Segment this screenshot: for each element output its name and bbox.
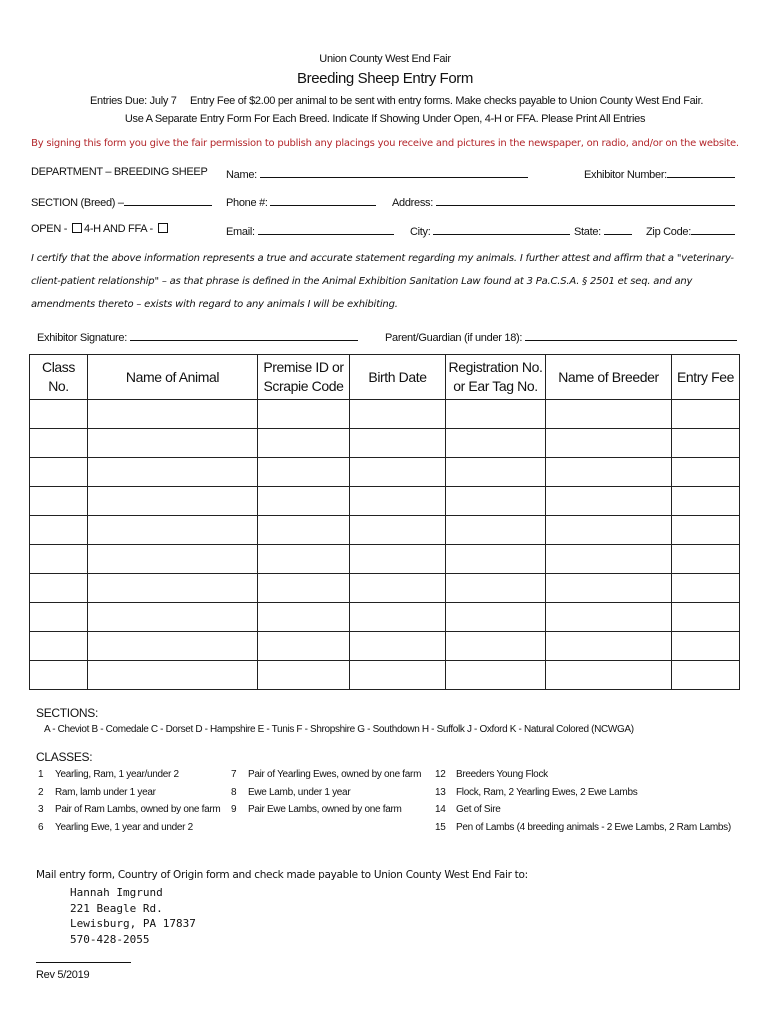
entry-cell[interactable]	[546, 429, 672, 458]
class-item	[231, 766, 421, 784]
class-description: Pair of Ram Lambs, owned by one farm	[55, 804, 221, 815]
fair-name: Union County West End Fair	[319, 53, 451, 65]
entry-cell[interactable]	[672, 429, 740, 458]
class-description: Flock, Ram, 2 Yearling Ewes, 2 Ewe Lambs	[456, 786, 638, 798]
address-line: Lewisburg, PA 17837	[70, 917, 196, 930]
table-row	[30, 487, 740, 516]
table-header-row	[30, 355, 740, 400]
entry-cell[interactable]	[350, 400, 446, 429]
open-checkbox-box[interactable]	[72, 223, 82, 233]
revision: Rev 5/2019	[36, 969, 90, 981]
class-description: Ram, lamb under 1 year	[55, 786, 156, 798]
entry-cell[interactable]	[88, 545, 258, 574]
entry-cell[interactable]	[350, 516, 446, 545]
entry-cell[interactable]	[258, 400, 350, 429]
class-number: 1	[38, 769, 44, 780]
entry-cell[interactable]	[672, 574, 740, 603]
entry-cell[interactable]	[88, 632, 258, 661]
entries-due: Entries Due: July 7	[90, 95, 177, 107]
col-birth-date: Birth Date	[350, 355, 446, 400]
class-item	[231, 801, 421, 819]
entry-cell[interactable]	[258, 516, 350, 545]
class-number: 14	[435, 804, 446, 815]
entry-cell[interactable]	[350, 603, 446, 632]
class-description: Pair of Yearling Ewes, owned by one farm	[248, 769, 422, 780]
address-line: 570-428-2055	[70, 932, 150, 946]
email-field[interactable]: Email:	[226, 223, 394, 238]
class-description: Get of Sire	[456, 804, 501, 815]
class-number: 2	[38, 786, 44, 798]
entry-cell[interactable]	[546, 603, 672, 632]
entry-cell[interactable]	[30, 429, 88, 458]
phone-field[interactable]: Phone #:	[226, 194, 376, 209]
exhibitor-signature-field[interactable]: Exhibitor Signature:	[37, 329, 358, 344]
entry-fee-note: Entry Fee of $2.00 per animal to be sent with entry forms. Make checks payable to Union County West End Fair.	[190, 95, 704, 107]
fourh-ffa-checkbox-box[interactable]	[158, 223, 168, 233]
entry-cell[interactable]	[350, 661, 446, 690]
entry-cell[interactable]	[546, 661, 672, 690]
entry-cell[interactable]	[672, 400, 740, 429]
entry-cell[interactable]	[672, 516, 740, 545]
class-description: Breeders Young Flock	[456, 769, 548, 780]
zip-field[interactable]: Zip Code:	[646, 223, 735, 238]
table-row	[30, 545, 740, 574]
class-description: Pair Ewe Lambs, owned by one farm	[248, 804, 402, 815]
table-row	[30, 603, 740, 632]
entry-cell[interactable]	[546, 516, 672, 545]
form-title: Breeding Sheep Entry Form	[297, 70, 473, 87]
entry-cell[interactable]	[350, 429, 446, 458]
table-row	[30, 516, 740, 545]
entry-cell[interactable]	[672, 603, 740, 632]
entry-cell[interactable]	[350, 487, 446, 516]
class-description: Pen of Lambs (4 breeding animals - 2 Ewe Lambs, 2 Ram Lambs)	[456, 821, 731, 833]
entry-cell[interactable]	[258, 545, 350, 574]
class-item	[435, 766, 731, 784]
entry-cell[interactable]	[546, 574, 672, 603]
table-row	[30, 429, 740, 458]
entry-cell[interactable]	[30, 458, 88, 487]
entry-cell[interactable]	[30, 516, 88, 545]
parent-signature-field[interactable]: Parent/Guardian (if under 18):	[385, 329, 737, 344]
entry-cell[interactable]	[446, 603, 546, 632]
entry-cell[interactable]	[446, 400, 546, 429]
class-item	[435, 819, 731, 837]
entry-cell[interactable]	[546, 632, 672, 661]
entry-cell[interactable]	[30, 603, 88, 632]
entry-cell[interactable]	[30, 574, 88, 603]
classes-column-1	[38, 766, 220, 836]
entry-cell[interactable]	[672, 487, 740, 516]
entry-cell[interactable]	[446, 661, 546, 690]
name-field[interactable]: Name:	[226, 166, 528, 181]
entry-cell[interactable]	[258, 574, 350, 603]
class-number: 15	[435, 821, 446, 833]
entry-cell[interactable]	[258, 458, 350, 487]
class-description: Yearling, Ram, 1 year/under 2	[55, 769, 179, 780]
class-item	[38, 801, 220, 819]
col-class-no: Class No.	[30, 355, 88, 400]
class-number: 12	[435, 769, 446, 780]
department-label: DEPARTMENT – BREEDING SHEEP	[31, 166, 208, 178]
entry-cell[interactable]	[672, 632, 740, 661]
class-item	[38, 766, 220, 784]
entry-cell[interactable]	[446, 574, 546, 603]
entry-cell[interactable]	[546, 487, 672, 516]
sections-list: A - Cheviot B - Comedale C - Dorset D - Hampshire E - Tunis F - Shropshire G - Southdown H - Suffolk J - Oxford K - Natural Colored (NCWGA)	[44, 724, 634, 735]
entry-cell[interactable]	[672, 458, 740, 487]
exhibitor-number-field[interactable]: Exhibitor Number:	[584, 166, 735, 181]
permission-notice: By signing this form you give the fair permission to publish any placings you receive and pictures in the newspaper, on radio, and/or on the website.	[31, 138, 739, 149]
classes-heading: CLASSES:	[36, 750, 93, 764]
table-row	[30, 458, 740, 487]
entry-cell[interactable]	[546, 458, 672, 487]
entry-cell[interactable]	[446, 632, 546, 661]
class-number: 8	[231, 786, 237, 798]
mailing-address	[70, 885, 196, 947]
class-number: 7	[231, 769, 237, 780]
entry-cell[interactable]	[88, 400, 258, 429]
class-item	[231, 784, 421, 802]
entry-cell[interactable]	[88, 574, 258, 603]
classes-column-3	[435, 766, 731, 836]
footer-divider	[36, 962, 131, 963]
entry-cell[interactable]	[30, 400, 88, 429]
entry-cell[interactable]	[350, 574, 446, 603]
col-breeder-name: Name of Breeder	[546, 355, 672, 400]
class-item	[435, 784, 731, 802]
address-line: 221 Beagle Rd.	[70, 901, 163, 915]
entry-cell[interactable]	[446, 516, 546, 545]
open-checkbox[interactable]: OPEN -	[31, 223, 84, 235]
col-entry-fee: Entry Fee	[672, 355, 740, 400]
city-field[interactable]: City:	[410, 223, 570, 238]
table-row	[30, 574, 740, 603]
col-animal-name: Name of Animal	[88, 355, 258, 400]
entry-cell[interactable]	[446, 487, 546, 516]
class-number: 9	[231, 804, 237, 815]
entry-cell[interactable]	[350, 545, 446, 574]
entry-cell[interactable]	[350, 632, 446, 661]
class-item	[38, 819, 220, 837]
entry-cell[interactable]	[258, 661, 350, 690]
address-field[interactable]: Address:	[392, 194, 735, 209]
entry-cell[interactable]	[30, 632, 88, 661]
class-number: 3	[38, 804, 44, 815]
col-registration-no: Registration No. or Ear Tag No.	[446, 355, 546, 400]
entry-table	[29, 354, 740, 690]
entry-cell[interactable]	[672, 661, 740, 690]
mailing-instruction: Mail entry form, Country of Origin form and check made payable to Union County West End Fair to:	[36, 869, 528, 881]
class-description: Yearling Ewe, 1 year and under 2	[55, 821, 193, 833]
table-row	[30, 632, 740, 661]
sections-heading: SECTIONS:	[36, 706, 98, 720]
instructions: Use A Separate Entry Form For Each Breed. Indicate If Showing Under Open, 4-H or FFA. Please Print All Entries	[124, 113, 646, 125]
class-number: 13	[435, 786, 446, 798]
entry-cell[interactable]	[546, 400, 672, 429]
fourh-ffa-checkbox[interactable]: 4-H AND FFA -	[84, 223, 170, 235]
entry-cell[interactable]	[446, 458, 546, 487]
entry-cell[interactable]	[88, 458, 258, 487]
entry-cell[interactable]	[88, 603, 258, 632]
classes-column-2	[231, 766, 421, 819]
class-item	[38, 784, 220, 802]
entry-cell[interactable]	[672, 545, 740, 574]
entry-cell[interactable]	[30, 661, 88, 690]
class-item	[435, 801, 731, 819]
entry-cell[interactable]	[446, 545, 546, 574]
table-row	[30, 400, 740, 429]
class-number: 6	[38, 821, 44, 833]
address-line: Hannah Imgrund	[70, 886, 163, 899]
entry-cell[interactable]	[88, 487, 258, 516]
table-row	[30, 661, 740, 690]
entry-cell[interactable]	[30, 545, 88, 574]
entry-cell[interactable]	[88, 429, 258, 458]
entry-cell[interactable]	[30, 487, 88, 516]
entry-cell[interactable]	[350, 458, 446, 487]
entry-cell[interactable]	[546, 545, 672, 574]
certification-statement: I certify that the above information represents a true and accurate statement regarding my animals. I further attest and affirm that a "veterinary-client-patient relationship" – as that phrase is defined in the Animal Exhibition Sanitation Law found at 3 Pa.C.S.A. § 2501 et seq. and any amendments thereto – exists with regard to any animals I will be exhibiting.	[31, 253, 734, 310]
entry-cell[interactable]	[258, 632, 350, 661]
entry-cell[interactable]	[258, 603, 350, 632]
entry-cell[interactable]	[446, 429, 546, 458]
entry-cell[interactable]	[88, 516, 258, 545]
entry-cell[interactable]	[88, 661, 258, 690]
col-premise-id: Premise ID or Scrapie Code	[258, 355, 350, 400]
section-field[interactable]: SECTION (Breed) –	[31, 194, 212, 209]
class-description: Ewe Lamb, under 1 year	[248, 786, 351, 798]
state-field[interactable]: State:	[574, 223, 632, 238]
entry-cell[interactable]	[258, 487, 350, 516]
entry-cell[interactable]	[258, 429, 350, 458]
